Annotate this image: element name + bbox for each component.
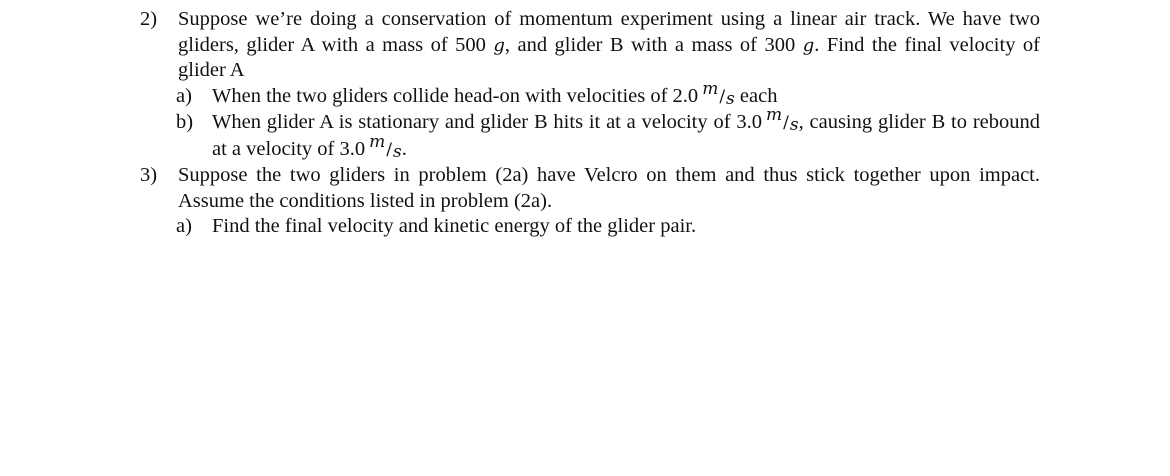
- unit-numerator: m: [369, 131, 386, 152]
- problem-2-text-part3: . Find the final velocity of glider A: [178, 33, 1040, 81]
- problem-2a-text: When the two gliders collide head-on with velocities of 2.0: [212, 84, 699, 107]
- unit-slash: /: [783, 113, 789, 133]
- problem-3a-text: Find the final velocity and kinetic energy of the glider pair.: [212, 215, 697, 237]
- problem-2a: [140, 78, 1040, 111]
- problem-2-number: 2): [140, 8, 158, 30]
- velocity-unit: [702, 78, 735, 111]
- unit-slash: /: [719, 86, 726, 107]
- velocity-unit: [765, 105, 799, 137]
- problem-3: [140, 163, 1040, 214]
- problem-2-text-part1: Suppose we’re doing a conservation of momentum experiment using a linear air track. We have two gliders, glider A with a mass of 500: [178, 8, 1040, 56]
- problem-2b-text-end: .: [401, 137, 407, 160]
- unit-slash: /: [386, 139, 392, 160]
- problem-2: [140, 7, 1040, 84]
- unit-denominator: s: [393, 141, 402, 162]
- problem-2a-label: a): [176, 84, 192, 107]
- problem-set: [140, 7, 1040, 240]
- unit-numerator: m: [765, 105, 783, 125]
- problem-3a: [140, 214, 1040, 240]
- problem-3-text: Suppose the two gliders in problem (2a) have Velcro on them and thus stick together upon impact. Assume the conditions listed in problem (2a).: [178, 164, 1040, 212]
- velocity-unit: [369, 131, 402, 164]
- problem-2b-label: b): [176, 111, 194, 133]
- problem-2b: [140, 105, 1040, 163]
- problem-2-text-part2: , and glider B with a mass of 300: [504, 33, 803, 56]
- problem-2a-text-end: each: [734, 84, 778, 107]
- unit-denominator: s: [726, 88, 735, 109]
- problem-3a-label: a): [176, 215, 192, 237]
- unit-numerator: m: [702, 78, 719, 99]
- unit-denominator: s: [789, 115, 799, 135]
- mass-unit-g: g: [493, 34, 505, 56]
- problem-2b-text: When glider A is stationary and glider B hits it at a velocity of 3.0: [212, 111, 762, 133]
- problem-3-number: 3): [140, 164, 158, 186]
- mass-unit-g: g: [802, 34, 815, 56]
- problem-2b-text-middle: , causing glider B to rebound at a velocity of 3.0: [212, 111, 1040, 160]
